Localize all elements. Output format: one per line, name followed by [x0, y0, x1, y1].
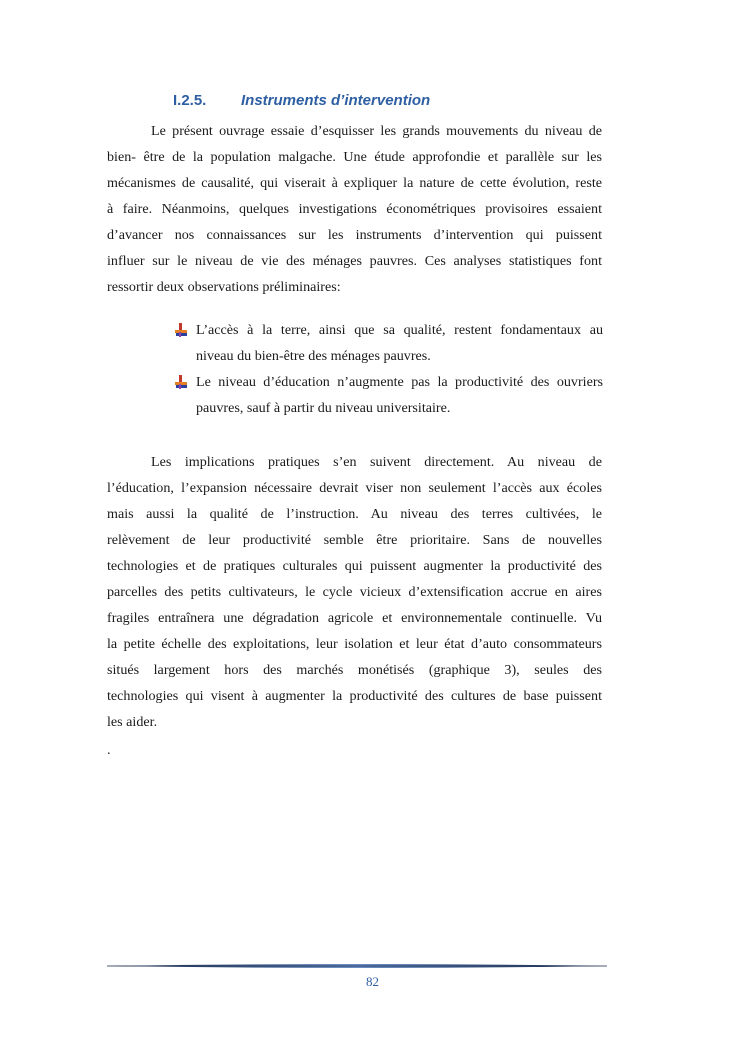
list-item: [173, 369, 603, 421]
text-line: fragiles entraînera une dégradation agricole et environnementale continuelle. Vu: [107, 610, 602, 626]
text-line: technologies qui visent à augmenter la productivité des cultures de base puissent: [107, 688, 602, 704]
pushpin-bullet-icon: [173, 375, 189, 389]
text-line: pauvres, sauf à partir du niveau universitaire.: [196, 400, 451, 416]
text-line: mais aussi la qualité de l’instruction. Au niveau des terres cultivées, le: [107, 506, 602, 522]
text-line: relèvement de leur productivité semble être prioritaire. Sans de nouvelles: [107, 532, 602, 548]
page-number: 82: [366, 974, 379, 989]
text-line: L’accès à la terre, ainsi que sa qualité, restent fondamentaux au: [196, 322, 603, 338]
text-line: parcelles des petits cultivateurs, le cycle vicieux d’extensification accrue en aires: [107, 584, 602, 600]
observations-list: [173, 317, 603, 421]
text-line: situés largement hors des marchés monétisés (graphique 3), seules des: [107, 662, 602, 678]
text-line: d’avancer nos connaissances sur les instruments d’intervention qui puissent: [107, 227, 602, 243]
text-line: l’éducation, l’expansion nécessaire devrait viser non seulement l’accès aux écoles: [107, 480, 602, 496]
list-item: [173, 317, 603, 369]
text-line: Les implications pratiques s’en suivent directement. Au niveau de: [151, 454, 602, 470]
trailing-mark: .: [107, 743, 111, 758]
paragraph-implications: [107, 449, 602, 735]
section-title: Instruments d’intervention: [241, 91, 431, 109]
section-heading: [173, 88, 430, 112]
text-line: ressortir deux observations préliminaires:: [107, 279, 341, 295]
text-line: la petite échelle des exploitations, leur isolation et leur état d’auto consommateurs: [107, 636, 602, 652]
text-line: technologies et de pratiques culturales qui puissent augmenter la productivité des: [107, 558, 602, 574]
text-line: Le niveau d’éducation n’augmente pas la productivité des ouvriers: [196, 374, 603, 390]
text-line: Le présent ouvrage essaie d’esquisser les grands mouvements du niveau de: [151, 123, 602, 139]
section-number: I.2.5.: [173, 91, 207, 109]
text-line: mécanismes de causalité, qui viserait à expliquer la nature de cette évolution, reste: [107, 175, 602, 191]
text-line: niveau du bien-être des ménages pauvres.: [196, 348, 431, 364]
text-line: influer sur le niveau de vie des ménages pauvres. Ces analyses statistiques font: [107, 253, 602, 269]
footer-divider: [107, 962, 607, 970]
text-line: les aider.: [107, 714, 158, 730]
pushpin-bullet-icon: [173, 323, 189, 337]
text-line: bien- être de la population malgache. Une étude approfondie et parallèle sur les: [107, 149, 602, 165]
paragraph-intro: [107, 118, 602, 300]
text-line: à faire. Néanmoins, quelques investigations économétriques provisoires essaient: [107, 201, 602, 217]
